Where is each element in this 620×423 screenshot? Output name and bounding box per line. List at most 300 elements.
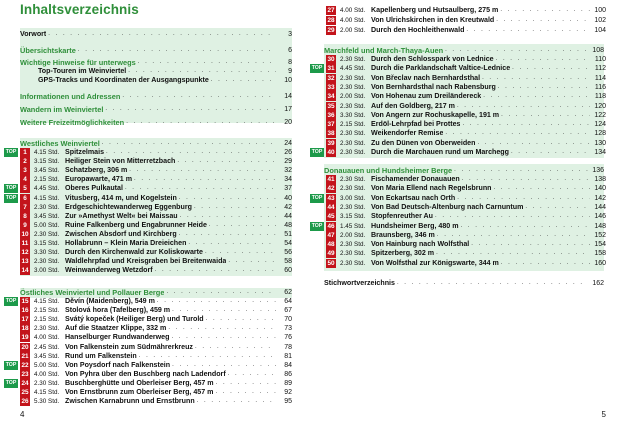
tour-number-badge: 42 [327,185,335,193]
tour-number-badge: 35 [327,102,335,110]
tour-page: 152 [594,231,606,239]
tour-title: Von Hohenau zum Dreiländereck [371,92,482,101]
tour-title: Buschberghütte und Oberleiser Berg, 457 m [65,378,214,387]
leader-dots [501,111,590,120]
tour-title: Fischamender Donauauen [371,175,460,183]
tour-row[interactable] [4,203,292,212]
tour-title: Braunsberg, 346 m [371,230,435,239]
entry-title: Donauauen und Hundsheimer Berge [324,166,453,175]
toc-entry[interactable] [20,92,292,101]
leader-dots [188,239,276,248]
top-badge [310,6,324,15]
tour-row[interactable] [310,240,606,249]
tour-page: 58 [284,258,292,266]
tour-duration: 1.45 Std. [340,222,366,230]
tour-number-badge: 11 [21,240,29,247]
top-badge [4,239,18,248]
tour-title: Zwischen Absdorf und Kirchberg [65,229,177,238]
entry-title: Östliches Weinviertel und Pollauer Berge [20,288,165,297]
top-badge [310,102,324,111]
top-badge [310,83,324,92]
entry-page: 17 [284,106,292,113]
leader-dots [462,120,590,129]
leader-dots [139,352,276,361]
tour-duration: 4.15 Std. [34,149,60,156]
tour-duration: 2.30 Std. [340,259,366,267]
tour-row[interactable] [4,297,292,306]
toc-entry[interactable] [38,76,292,85]
leader-dots [106,148,276,157]
entry-page: 162 [592,280,604,287]
leader-dots [168,324,276,333]
leader-dots [445,129,590,138]
tour-page: 34 [284,176,292,184]
leader-dots [496,55,590,64]
leader-dots [437,231,590,240]
leader-dots [48,30,276,39]
tour-number-badge: 12 [21,249,29,257]
tour-duration: 2.30 Std. [340,102,366,110]
tour-page: 146 [594,213,606,221]
leader-dots [205,248,276,257]
tour-duration: 4.00 Std. [340,7,366,14]
tour-title: Von Pyhra über den Buschberg nach Ladendorf [65,369,226,378]
tour-duration: 3.45 Std. [34,212,60,220]
tour-page: 78 [284,343,292,351]
tour-row[interactable] [4,324,292,333]
toc-entry[interactable] [20,30,292,39]
entry-title: Wichtige Hinweise für unterwegs [20,58,136,67]
tour-row[interactable] [4,397,292,406]
leader-dots [166,288,276,297]
tour-duration: 4.00 Std. [340,17,366,24]
tour-duration: 3.45 Std. [34,167,60,175]
tour-duration: 2.30 Std. [340,149,366,156]
tour-duration: 5.00 Std. [34,361,60,369]
tour-number-badge: 17 [21,316,29,324]
top-badge [310,55,324,64]
tour-number-badge: 23 [21,370,29,378]
tour-duration: 4.15 Std. [34,389,60,396]
leader-dots [122,92,276,101]
tour-duration: 2.30 Std. [340,241,366,249]
tour-row[interactable] [310,212,606,221]
leader-dots [228,257,276,266]
tour-page: 54 [284,240,292,247]
tour-duration: 2.30 Std. [34,230,60,238]
tour-row[interactable] [4,266,292,275]
leader-dots [457,194,590,203]
top-badge [310,92,324,101]
toc-entry[interactable] [38,67,292,76]
tour-page: 95 [284,398,292,406]
leader-dots [496,16,590,25]
tour-number-badge: 50 [327,259,335,267]
tour-number-badge: 19 [21,334,29,342]
tour-row[interactable] [310,120,606,129]
tour-duration: 4.00 Std. [34,334,60,342]
entry-title: Vorwort [20,30,47,38]
tour-duration: 3.30 Std. [340,111,366,119]
leader-dots [482,74,590,83]
top-badge: TOP [5,379,17,386]
tour-title: Zwischen Karnabrunn und Ernstbrunn [65,397,195,406]
tour-row[interactable] [310,184,606,193]
page-number-left: 4 [20,410,25,419]
entry-title: Westliches Weinviertel [20,139,100,148]
tour-title: Von Eckartsau nach Orth [371,193,456,202]
tour-row[interactable] [310,111,606,120]
tour-row[interactable] [310,139,606,148]
tour-title: Von Ernstbrunn zum Oberleiser Berg, 457 m [65,388,214,396]
tour-row[interactable] [310,148,606,157]
top-badge [310,212,324,221]
tour-duration: 2.00 Std. [340,93,366,101]
top-badge [4,166,18,175]
top-badge [4,352,18,361]
tour-row[interactable] [4,175,292,184]
tour-title: Hundsheimer Berg, 480 m [371,221,459,230]
tour-row[interactable] [4,343,292,352]
top-badge [4,315,18,324]
tour-page: 100 [594,7,606,14]
leader-dots [436,249,590,258]
tour-row[interactable] [4,212,292,221]
tour-title: Weinwanderweg Wetzdorf [65,266,153,275]
top-badge [4,324,18,333]
entry-title: Marchfeld und March-Thaya-Auen [324,46,444,55]
tour-page: 104 [594,27,606,34]
tour-number-badge: 4 [20,175,30,184]
leader-dots [397,279,588,288]
tour-duration: 4.45 Std. [340,65,366,73]
tour-row[interactable] [4,352,292,361]
tour-page: 122 [594,111,606,119]
tour-title: Weikendorfer Remise [371,129,444,138]
leader-dots [209,221,276,230]
tour-duration: 2.30 Std. [34,325,60,333]
toc-entry[interactable] [20,46,292,55]
tour-title: Heiliger Stein von Mitterretzbach [65,157,176,166]
entry-title: Stichwortverzeichnis [324,279,395,287]
tour-duration: 4.45 Std. [34,185,60,193]
tour-row[interactable] [310,92,606,101]
top-badge [4,257,18,266]
tour-row[interactable] [310,83,606,92]
tour-number-badge: 34 [327,93,335,101]
tour-row[interactable] [310,102,606,111]
tour-title: Von Břeclav nach Bernhardsthal [371,73,481,82]
top-badge: TOP [311,65,323,72]
entry-page: 3 [288,31,292,38]
tour-page: 48 [284,221,292,229]
leader-dots [211,76,276,85]
leader-dots [179,194,276,203]
tour-row[interactable] [310,222,606,231]
tour-row[interactable] [4,239,292,248]
tour-page: 60 [284,267,292,275]
top-badge [310,231,324,240]
tour-title: Spitzerberg, 302 m [371,249,435,258]
top-badge [4,343,18,352]
tour-page: 26 [284,149,292,156]
tour-row[interactable] [4,194,292,203]
leader-dots [512,64,590,73]
top-badge [310,120,324,129]
top-badge: TOP [311,149,323,155]
top-badge: TOP [5,149,17,155]
tour-row[interactable] [4,306,292,315]
leader-dots [125,184,276,193]
tour-row[interactable] [310,231,606,240]
top-badge [4,397,18,406]
leader-dots [129,166,276,175]
top-badge: TOP [5,298,17,304]
tour-duration: 2.45 Std. [34,343,60,351]
tour-row[interactable] [4,221,292,230]
tour-row[interactable] [310,26,606,35]
tour-title: Waldlehrpfad und Kreisgraben bei Breitenwaida [65,257,227,266]
top-badge [310,203,324,212]
tour-page: 114 [594,74,606,82]
tour-page: 102 [594,17,606,24]
tour-page: 128 [594,130,606,138]
toc-entry[interactable] [20,288,292,297]
tour-duration: 3.30 Std. [34,249,60,257]
tour-title: Von Maria Ellend nach Regelsbrunn [371,184,492,193]
leader-dots [500,6,590,15]
tour-row[interactable] [310,55,606,64]
tour-page: 124 [594,121,606,129]
tour-page: 116 [594,83,606,91]
top-badge [4,157,18,166]
tour-title: Schatzberg, 306 m [65,166,128,175]
entry-page: 136 [592,167,604,174]
tour-row[interactable] [4,166,292,175]
tour-page: 76 [284,334,292,342]
leader-dots [525,203,590,212]
toc-entry[interactable] [324,166,604,175]
toc-entry[interactable] [20,118,292,127]
tour-row[interactable] [4,257,292,266]
tour-title: Kapellenberg und Hutsaulberg, 275 m [371,6,499,14]
leader-dots [477,139,590,148]
tour-number-badge: 45 [327,213,335,221]
tour-row[interactable] [4,361,292,370]
tour-duration: 2.15 Std. [340,121,366,129]
leader-dots [215,388,276,397]
top-badge [310,111,324,120]
tour-title: Hanselburger Rundwanderweg [65,333,170,342]
tour-title: Auf die Staatzer Klippe, 332 m [65,324,167,333]
top-badge [310,16,324,25]
tour-number-badge: 49 [327,250,335,258]
entry-title: Übersichtskarte [20,46,76,55]
tour-row[interactable] [4,148,292,157]
tour-row[interactable] [310,129,606,138]
leader-dots [493,184,590,193]
tour-title: Von Falkenstein zum Südmährerkreuz [65,342,193,351]
tour-duration: 3.15 Std. [34,158,60,166]
leader-dots [511,148,590,157]
leader-dots [105,105,276,114]
tour-page: 112 [594,65,606,73]
leader-dots [471,240,590,249]
tour-row[interactable] [4,184,292,193]
tour-duration: 2.30 Std. [34,258,60,266]
tour-page: 51 [284,230,292,238]
tour-page: 32 [284,167,292,175]
leader-dots [180,212,276,221]
tour-page: 37 [284,185,292,193]
entry-title: GPS-Tracks und Koordinaten der Ausgangspunkte [38,76,209,84]
tour-number-badge: 48 [327,241,335,249]
tour-number-badge: 21 [21,352,29,360]
top-badge [4,175,18,184]
top-badge [310,249,324,258]
tour-duration: 2.30 Std. [340,176,366,183]
tour-number-badge: 39 [327,139,335,147]
tour-row[interactable] [310,74,606,83]
leader-dots [102,139,276,148]
tour-number-badge: 36 [327,111,335,119]
leader-dots [206,315,276,324]
tour-title: Stolová hora (Tafelberg), 459 m [65,306,171,315]
tour-row[interactable] [4,333,292,342]
top-badge: TOP [311,222,323,229]
leader-dots [194,203,276,212]
tour-number-badge: 26 [21,398,29,406]
tour-row[interactable] [4,248,292,257]
tour-number-badge: 25 [21,389,29,396]
tour-page: 67 [284,307,292,315]
leader-dots [228,370,276,379]
tour-row[interactable] [310,175,606,184]
leader-dots [197,397,276,406]
tour-row[interactable] [310,249,606,258]
tour-page: 86 [284,370,292,378]
toc-entry[interactable] [20,105,292,114]
tour-number-badge: 8 [20,212,30,221]
tour-number-badge: 20 [21,343,29,351]
tour-page: 64 [284,298,292,305]
tour-page: 81 [284,352,292,360]
top-badge: TOP [311,194,323,201]
tour-page: 138 [594,176,606,183]
tour-duration: 3.00 Std. [34,267,60,275]
tour-page: 158 [594,250,606,258]
leader-dots [498,83,590,92]
tour-title: Stopfenreuther Au [371,212,434,221]
entry-page: 108 [592,47,604,54]
entry-title: Wandern im Weinviertel [20,105,104,114]
leader-dots [172,306,276,315]
toc-entry[interactable] [20,58,292,67]
tour-row[interactable] [310,259,606,268]
tour-number-badge: 27 [327,7,335,14]
right-page [310,0,620,423]
tour-page: 140 [594,185,606,193]
tour-number-badge: 43 [327,194,335,202]
tour-row[interactable] [4,315,292,324]
tour-row[interactable] [4,370,292,379]
tour-page: 56 [284,249,292,257]
tour-row[interactable] [4,379,292,388]
leader-dots [435,212,590,221]
tour-title: Děvín (Maidenberg), 549 m [65,297,155,305]
top-badge [4,266,18,275]
leader-dots [457,102,590,111]
tour-duration: 2.30 Std. [34,379,60,387]
tour-page: 148 [594,222,606,230]
tour-row[interactable] [310,194,606,203]
tour-row[interactable] [310,64,606,73]
tour-number-badge: 28 [327,17,335,24]
tour-page: 130 [594,139,606,147]
top-badge [310,240,324,249]
top-badge [4,333,18,342]
tour-title: Zu den Dünen von Oberweiden [371,138,476,147]
tour-number-badge: 37 [327,121,335,129]
tour-page: 110 [594,56,606,63]
tour-row[interactable] [4,230,292,239]
tour-page: 40 [284,194,292,202]
toc-entry[interactable] [20,139,292,148]
tour-number-badge: 38 [327,130,335,138]
tour-duration: 2.15 Std. [34,307,60,315]
tour-number-badge: 7 [20,203,30,212]
tour-duration: 2.00 Std. [340,231,366,239]
top-badge [310,184,324,193]
leader-dots [126,118,276,127]
tour-title: Spitzelmais [65,148,105,156]
tour-row[interactable] [4,388,292,397]
top-badge: TOP [5,185,17,192]
leader-dots [177,157,276,166]
tour-title: Von Wolfsthal zur Königswarte, 344 m [371,258,499,267]
leader-dots [195,343,276,352]
entry-page: 20 [284,119,292,126]
leader-dots [179,230,276,239]
tour-number-badge: 46 [327,222,335,230]
tour-page: 92 [284,389,292,396]
top-badge [4,221,18,230]
tour-row[interactable] [4,157,292,166]
leader-dots [466,26,590,35]
tour-page: 142 [594,194,606,202]
tour-title: Durch die Marchauen rund um Marchegg [371,148,509,156]
tour-duration: 3.15 Std. [34,240,60,247]
tour-page: 84 [284,361,292,369]
tour-row[interactable] [310,16,606,25]
top-badge [310,259,324,268]
tour-row[interactable] [310,6,606,15]
top-badge [310,26,324,35]
toc-entry[interactable] [324,279,604,288]
tour-title: Rund um Falkenstein [65,351,137,360]
top-badge [4,203,18,212]
leader-dots [78,46,276,55]
entry-page: 10 [284,77,292,84]
leader-dots [445,46,588,55]
tour-row[interactable] [310,203,606,212]
tour-page: 89 [284,379,292,387]
tour-duration: 3.00 Std. [340,194,366,202]
tour-page: 118 [594,93,606,101]
toc-entry[interactable] [324,46,604,55]
tour-title: Von Poysdorf nach Falkenstein [65,360,171,369]
tour-duration: 2.00 Std. [340,27,366,34]
